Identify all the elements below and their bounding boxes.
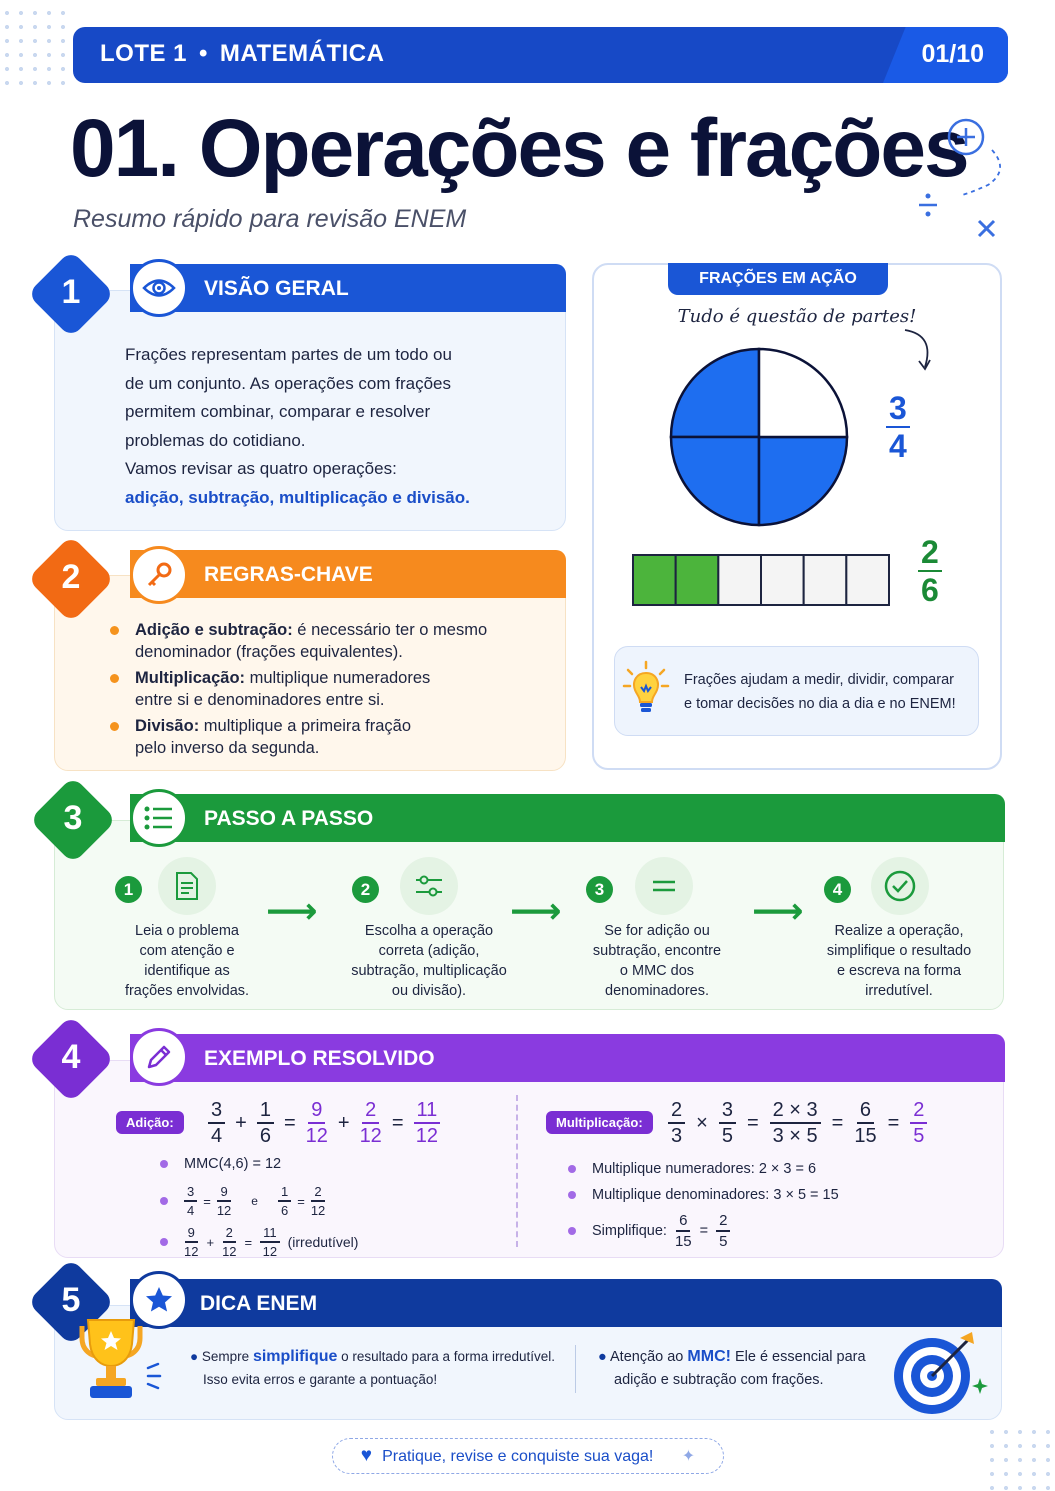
bar-segment: [676, 555, 719, 605]
tip-one: ● Sempre simplifique o resultado para a forma irredutível. Isso evita erros e garante a pontuação!: [190, 1348, 555, 1387]
overview-line: permitem combinar, comparar e resolver: [125, 402, 431, 421]
section-rules-title: REGRAS-CHAVE: [204, 563, 373, 586]
list-item: Multiplique denominadores: 3 × 5 = 15: [566, 1183, 986, 1207]
equals-icon: [635, 857, 693, 915]
header-label: LOTE 1 • MATEMÁTICA: [100, 40, 385, 67]
step-text: Se for adição ou subtração, encontre o MMC dos denominadores.: [592, 923, 722, 999]
document-icon: [158, 857, 216, 915]
pie-slice: [671, 437, 759, 525]
footer-text: Pratique, revise e conquiste sua vaga!: [382, 1448, 654, 1465]
section-number: 5: [61, 1281, 81, 1319]
page-counter: 01/10: [921, 40, 984, 68]
bar-fraction: [918, 536, 942, 606]
lightbulb-icon: [622, 660, 670, 718]
section-number: 4: [61, 1038, 81, 1076]
addition-steps: [158, 1152, 498, 1267]
overview-line: problemas do cotidiano.: [125, 430, 306, 450]
pie-chart: [668, 346, 850, 528]
check-circle-icon: [871, 857, 929, 915]
section-steps-header: [130, 794, 1005, 842]
arrow-right-icon: ⟶: [510, 890, 562, 931]
step-text: Leia o problema com atenção e identifique as frações envolvidas.: [124, 923, 250, 999]
tip-line: e tomar decisões no dia a dia e no ENEM!: [684, 696, 956, 712]
target-icon: [888, 1330, 993, 1415]
section-number: 3: [63, 799, 83, 837]
section-overview-title: VISÃO GERAL: [204, 277, 349, 300]
section-number: 1: [61, 273, 81, 311]
tip-two: ● Atenção ao MMC! Ele é essencial para adição e subtração com frações.: [598, 1348, 866, 1388]
eye-icon: [130, 259, 188, 317]
header-bar: [73, 27, 1008, 83]
section-example-header: [130, 1034, 1005, 1082]
overview-text: [125, 341, 555, 512]
pie-slice: [759, 349, 847, 437]
section-tip-title: DICA ENEM: [200, 1292, 318, 1315]
step-text: Realize a operação, simplifique o resultado e escreva na forma irredutível.: [826, 923, 972, 999]
heart-icon: ♥: [360, 1445, 373, 1466]
arrow-right-icon: ⟶: [752, 890, 804, 931]
bar-segment: [846, 555, 889, 605]
trophy-icon: [70, 1316, 165, 1406]
tip-line: Frações ajudam a medir, dividir, comparar: [684, 672, 954, 688]
pie-slice: [759, 437, 847, 525]
section-rules-header: [130, 550, 566, 598]
bar-denominator: 6: [921, 572, 939, 608]
list-item: Multiplique numeradores: 2 × 3 = 6: [566, 1157, 986, 1181]
list-item: $\frac{3}{4}$ = $\frac{9}{12}$ e $\frac{1}{6}$ = $\frac{2}{12}$: [158, 1185, 498, 1217]
list-icon: [130, 789, 188, 847]
list-item: $\frac{9}{12}$ + $\frac{2}{12}$ = $\frac{11}{12}$ (irredutível): [158, 1226, 498, 1258]
bar-fraction-diagram: [631, 553, 891, 607]
pie-numerator: 3: [886, 392, 910, 428]
overview-highlight: adição, subtração, multiplicação e divisão.: [125, 487, 470, 507]
overview-line: Vamos revisar as quatro operações:: [125, 459, 397, 478]
section-example-title: EXEMPLO RESOLVIDO: [204, 1047, 435, 1070]
step-number: 3: [586, 876, 613, 903]
step-number: 4: [824, 876, 851, 903]
step-text: Escolha a operação correta (adição, subtração, multiplicação ou divisão).: [351, 923, 507, 999]
list-item: Multiplicação: multiplique numeradores entre si e denominadores entre si.: [108, 667, 558, 711]
bar-segment: [718, 555, 761, 605]
batch-label: LOTE 1: [100, 40, 188, 67]
step-number: 1: [115, 876, 142, 903]
bar-segment: [804, 555, 847, 605]
section-tip-header: [130, 1279, 1002, 1327]
step-number: 2: [352, 876, 379, 903]
footer-banner: [332, 1438, 724, 1474]
multiplication-steps: [566, 1157, 986, 1258]
math-symbols-icon: [910, 115, 1010, 245]
pencil-icon: [130, 1028, 188, 1086]
overview-line: Frações representam partes de um todo ou: [125, 345, 452, 364]
key-icon: [130, 546, 188, 604]
page-title: 01. Operações e frações: [70, 103, 968, 194]
page-subtitle: Resumo rápido para revisão ENEM: [73, 205, 467, 233]
section-steps-title: PASSO A PASSO: [204, 807, 374, 830]
arrow-right-icon: ⟶: [266, 890, 318, 931]
sliders-icon: [400, 857, 458, 915]
decor-dots: [985, 1425, 1055, 1491]
vertical-divider: [516, 1095, 518, 1247]
bar-numerator: 2: [918, 536, 942, 572]
overview-line: de um conjunto. As operações com frações: [125, 373, 452, 393]
pie-slice: [671, 349, 759, 437]
fractions-caption: Tudo é questão de partes!: [677, 306, 917, 327]
multiplication-label: Multiplicação:: [546, 1111, 653, 1134]
pie-denominator: 4: [889, 428, 907, 464]
decor-dots: [0, 6, 70, 86]
pie-fraction: [886, 392, 910, 462]
multiplication-equation: $\frac{2}{3}$ × $\frac{3}{5}$ = $\frac{2 \times 3}{3 \times 5}$ = $\frac{6}{15}$ = $\frac{2}{5}$: [668, 1100, 927, 1146]
list-item: Adição e subtração: é necessário ter o mesmo denominador (frações equivalentes).: [108, 619, 558, 663]
section-number: 2: [61, 558, 81, 596]
tip-divider: [575, 1345, 576, 1393]
fractions-panel-badge: FRAÇÕES EM AÇÃO: [668, 263, 888, 295]
rules-list: [108, 619, 558, 763]
list-item: Divisão: multiplique a primeira fração pelo inverso da segunda.: [108, 715, 558, 759]
fractions-tip-text: [684, 668, 974, 716]
section-overview-header: [130, 264, 566, 312]
subject-label: MATEMÁTICA: [219, 40, 385, 67]
sparkle-icon: ✦: [681, 1448, 696, 1465]
addition-label: Adição:: [116, 1111, 184, 1134]
bar-segment: [633, 555, 676, 605]
list-item: Simplifique: $\frac{6}{15}$ = $\frac{2}{5}$: [566, 1213, 986, 1249]
bar-segment: [761, 555, 804, 605]
curved-arrow-icon: [900, 325, 940, 375]
list-item: MMC(4,6) = 12: [158, 1152, 498, 1176]
addition-equation: $\frac{3}{4}$ + $\frac{1}{6}$ = $\frac{9}{12}$ + $\frac{2}{12}$ = $\frac{11}{12}$: [208, 1100, 440, 1146]
